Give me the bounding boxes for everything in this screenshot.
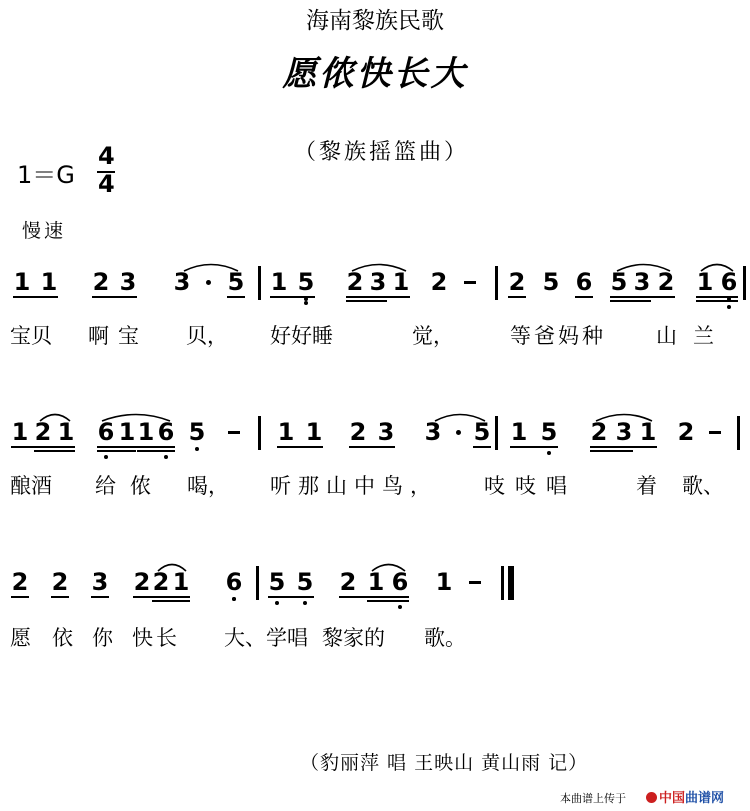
underline-beam — [97, 446, 175, 448]
score-note: 5 — [542, 268, 560, 296]
score-note: 5 — [297, 268, 315, 296]
slur-mark — [701, 262, 733, 272]
lyric-line3-6: 歌。 — [424, 626, 466, 650]
score-note: 5 — [610, 268, 628, 296]
score-note: 2 — [339, 568, 357, 596]
slur-mark — [184, 262, 238, 272]
barline — [495, 416, 498, 450]
score-note: 6 — [97, 418, 115, 446]
song-subtitle: 海南黎族民歌 — [306, 8, 444, 34]
lyric-line1-1: 啊宝 — [88, 324, 148, 348]
credits-line: （豹丽萍 唱 王映山 黄山雨 记） — [300, 752, 589, 774]
site-logo-icon — [646, 792, 657, 803]
score-note: 2 — [152, 568, 170, 596]
low-octave-dot — [164, 455, 168, 459]
score-note: 1 — [305, 418, 323, 446]
underline-beam — [349, 446, 395, 448]
augmentation-dot — [206, 280, 211, 285]
underline-beam — [367, 600, 409, 602]
lyric-line1-2: 贝， — [186, 324, 228, 348]
underline-beam — [92, 296, 137, 298]
underline-beam — [590, 450, 633, 452]
tempo-marking: 慢速 — [22, 220, 67, 242]
slur-mark — [596, 412, 652, 422]
score-note: 1 — [40, 268, 58, 296]
barline — [737, 416, 740, 450]
low-octave-dot — [727, 305, 731, 309]
score-note: 2 — [11, 568, 29, 596]
slur-mark — [40, 412, 70, 422]
score-note: 3 — [424, 418, 442, 446]
underline-beam — [277, 446, 323, 448]
time-signature-bottom: 4 — [98, 170, 115, 198]
score-note: 6 — [720, 268, 738, 296]
time-signature-top: 4 — [98, 142, 115, 170]
lyric-line2-2: 喝， — [187, 474, 229, 498]
underline-beam — [91, 596, 109, 598]
score-note: 2 — [657, 268, 675, 296]
sustain-dash — [469, 581, 481, 584]
score-note: 3 — [633, 268, 651, 296]
score-note: 1 — [392, 268, 410, 296]
lyric-line2-6: 歌、 — [682, 474, 724, 498]
score-note: 3 — [377, 418, 395, 446]
underline-beam — [346, 296, 410, 298]
low-octave-dot — [304, 301, 308, 305]
lyric-line3-4: 大、学唱 — [224, 626, 308, 650]
low-octave-dot — [104, 455, 108, 459]
slur-mark — [435, 412, 485, 422]
slur-mark — [102, 412, 170, 422]
underline-beam — [51, 596, 69, 598]
underline-beam — [152, 600, 190, 602]
underline-beam — [268, 596, 314, 598]
score-note: 5 — [227, 268, 245, 296]
barline — [743, 266, 746, 300]
slur-mark — [617, 262, 670, 272]
score-note: 2 — [92, 268, 110, 296]
score-note: 2 — [508, 268, 526, 296]
sustain-dash — [228, 431, 240, 434]
key-signature: 1＝G — [17, 161, 75, 189]
score-note: 5 — [473, 418, 491, 446]
barline — [258, 416, 261, 450]
underline-beam — [34, 450, 75, 452]
slur-mark — [372, 562, 405, 572]
underline-beam — [346, 300, 387, 302]
song-genre: （黎族摇篮曲） — [294, 140, 470, 165]
score-note: 1 — [118, 418, 136, 446]
underline-beam — [473, 446, 491, 448]
underline-beam — [270, 296, 315, 298]
lyric-line2-0: 酿酒 — [10, 474, 52, 498]
score-note: 2 — [346, 268, 364, 296]
lyric-line1-6: 山兰 — [656, 324, 730, 348]
sustain-dash — [709, 431, 721, 434]
lyric-line1-0: 宝贝 — [10, 324, 52, 348]
score-note: 5 — [296, 568, 314, 596]
underline-beam — [610, 300, 651, 302]
site-logo[interactable] — [646, 787, 724, 806]
score-note: 2 — [590, 418, 608, 446]
lyric-line3-0: 愿 — [10, 626, 31, 650]
underline-beam — [133, 596, 190, 598]
low-octave-dot — [195, 447, 199, 451]
score-note: 2 — [133, 568, 151, 596]
score-note: 6 — [575, 268, 593, 296]
lyric-line1-3: 好好睡 — [270, 324, 333, 348]
low-octave-dot — [547, 451, 551, 455]
lyric-line3-1: 依 — [52, 626, 73, 650]
score-note: 1 — [367, 568, 385, 596]
score-note: 3 — [173, 268, 191, 296]
score-note: 3 — [119, 268, 137, 296]
underline-beam — [508, 296, 526, 298]
score-note: 2 — [677, 418, 695, 446]
slur-mark — [352, 262, 406, 272]
score-note: 6 — [391, 568, 409, 596]
score-note: 1 — [510, 418, 528, 446]
score-note: 1 — [13, 268, 31, 296]
slur-mark — [158, 562, 186, 572]
underline-beam — [339, 596, 409, 598]
score-note: 1 — [277, 418, 295, 446]
augmentation-dot — [456, 430, 461, 435]
score-note: 3 — [91, 568, 109, 596]
lyric-line3-3: 快长 — [132, 626, 180, 650]
lyric-line2-5: 着 — [636, 474, 657, 498]
lyric-line3-2: 你 — [92, 626, 113, 650]
sustain-dash — [464, 281, 476, 284]
lyric-line2-1: 给侬 — [95, 474, 165, 498]
score-note: 1 — [696, 268, 714, 296]
song-title: 愿侬快长大 — [282, 54, 468, 94]
barline — [258, 266, 261, 300]
score-note: 6 — [225, 568, 243, 596]
score-note: 2 — [51, 568, 69, 596]
site-logo-cn: 中国 — [659, 791, 686, 806]
site-logo-tail: 曲谱网 — [685, 791, 725, 806]
score-note: 5 — [188, 418, 206, 446]
lyric-line3-5: 黎家的 — [322, 626, 385, 650]
underline-beam — [590, 446, 657, 448]
low-octave-dot — [275, 601, 279, 605]
score-note: 1 — [137, 418, 155, 446]
final-barline-thin — [501, 566, 504, 600]
underline-beam — [97, 450, 136, 452]
upload-note: 本曲谱上传于 — [560, 792, 626, 805]
lyric-line2-3: 听那山中鸟， — [270, 474, 438, 498]
score-note: 1 — [270, 268, 288, 296]
low-octave-dot — [398, 605, 402, 609]
lyric-line1-5: 等爸妈种 — [510, 324, 606, 348]
low-octave-dot — [232, 597, 236, 601]
score-note: 3 — [615, 418, 633, 446]
score-note: 1 — [11, 418, 29, 446]
underline-beam — [610, 296, 675, 298]
barline — [256, 566, 259, 600]
underline-beam — [13, 296, 58, 298]
underline-beam — [11, 446, 75, 448]
underline-beam — [696, 296, 738, 298]
score-note: 1 — [639, 418, 657, 446]
barline — [495, 266, 498, 300]
underline-beam — [696, 300, 738, 302]
low-octave-dot — [303, 601, 307, 605]
score-note: 2 — [34, 418, 52, 446]
underline-beam — [137, 450, 175, 452]
underline-beam — [227, 296, 245, 298]
lyric-line1-4: 觉， — [412, 324, 454, 348]
lyric-line2-4: 吱吱唱 — [484, 474, 577, 498]
score-note: 3 — [369, 268, 387, 296]
underline-beam — [510, 446, 558, 448]
final-barline-thick — [508, 566, 514, 600]
score-note: 1 — [435, 568, 453, 596]
score-note: 2 — [430, 268, 448, 296]
underline-beam — [11, 596, 29, 598]
score-note: 6 — [157, 418, 175, 446]
score-note: 5 — [268, 568, 286, 596]
score-note: 5 — [540, 418, 558, 446]
score-note: 2 — [349, 418, 367, 446]
underline-beam — [575, 296, 593, 298]
score-note: 1 — [57, 418, 75, 446]
score-note: 1 — [172, 568, 190, 596]
